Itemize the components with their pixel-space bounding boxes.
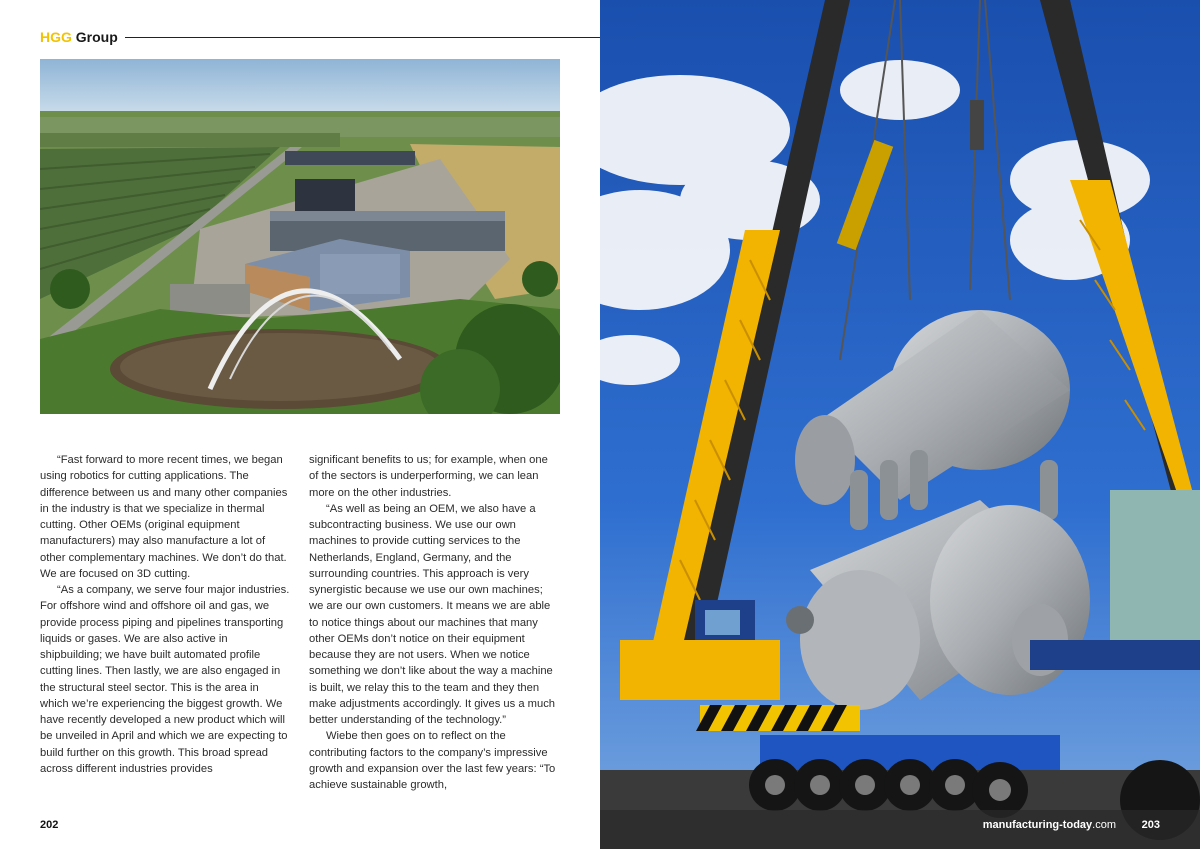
website-name: manufacturing-today xyxy=(982,819,1093,831)
paragraph: “Fast forward to more recent times, we began using robotics for cutting applications. The difference between us and many other companies in the industry is that we specialize in thermal cutting. Other OEMs (original equipment manufacturers) may also manufacture a lot of other complementary machines. We don’t do that. We are focused on 3D cutting. xyxy=(40,454,288,580)
brand-group: Group xyxy=(75,29,118,45)
article-column-1 xyxy=(40,452,290,777)
article-column-2 xyxy=(309,452,559,793)
publication-header xyxy=(40,29,118,45)
paragraph: Wiebe then goes on to reflect on the contributing factors to the company’s impressive growth and expansion over the last few years: “To achieve sustainable growth, xyxy=(309,730,556,791)
website-url xyxy=(983,819,1116,831)
right-page xyxy=(600,0,1200,849)
paragraph: “As a company, we serve four major industries. For offshore wind and offshore oil and gas, we provide process piping and pipelines transporting liquids or gases. We are also active in shipbuilding; we have built automated profile cutting lines. Then lastly, we are also engaged in the structural steel sector. This is the area in which we’re experiencing the biggest growth. We have recently developed a new product which will be unveiled in April and which we are expecting to build further on this growth. This broad spread across different industries provides xyxy=(40,584,290,775)
page-number-left: 202 xyxy=(40,819,59,831)
crane-lifting-vessel-photo xyxy=(600,0,1200,849)
paragraph: “As well as being an OEM, we also have a subcontracting business. We use our own machines to provide cutting services to the Netherlands, England, Germany, and the surrounding countries. This approach is very synergistic because we use our own machines; we are our own customers. It means we are able to notice things about our machines that many other OEMs don’t notice on their equipment because they are not users. When we notice something we don’t like about the way a machine is built, we relay this to the team and they then make adjustments accordingly. It gives us a much better understanding of the technology.” xyxy=(309,502,556,726)
header-rule xyxy=(125,37,600,38)
aerial-factory-photo xyxy=(40,59,560,414)
website-tld: .com xyxy=(1092,819,1116,831)
paragraph: significant benefits to us; for example, when one of the sectors is underperforming, we can lean more on the other industries. xyxy=(309,454,548,499)
page-number-right: 203 xyxy=(1141,819,1160,831)
brand-hgg: HGG xyxy=(40,29,72,45)
